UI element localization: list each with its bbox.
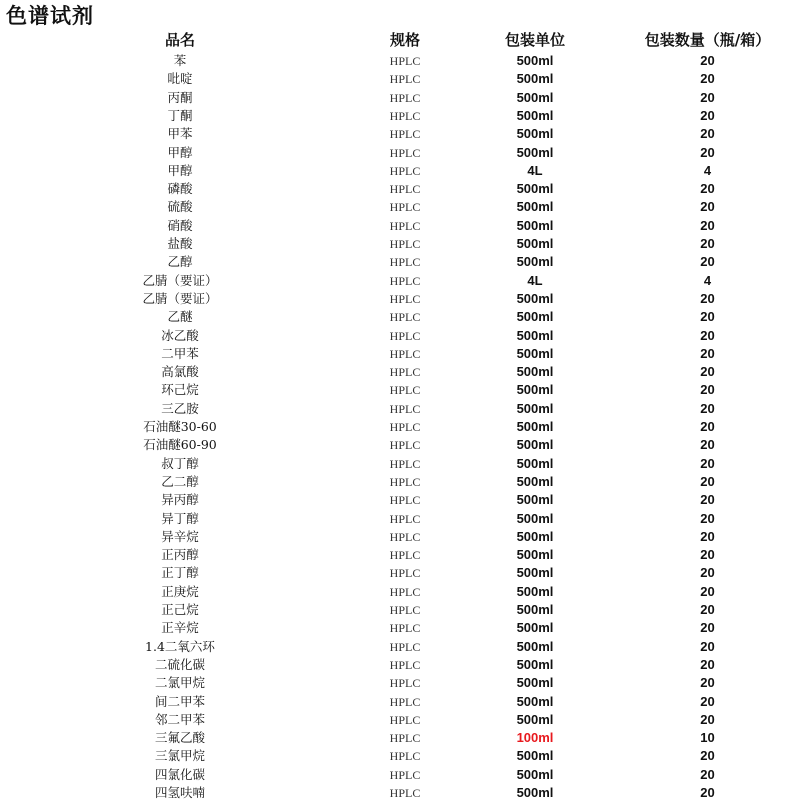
- table-row: [0, 144, 800, 162]
- package-quantity-cell: 20: [700, 89, 715, 105]
- product-name-cell: 乙醚: [167, 309, 193, 325]
- package-quantity-cell: 20: [700, 236, 715, 251]
- package-unit-cell: 500ml: [516, 620, 554, 636]
- table-row: [0, 290, 800, 308]
- table-row: [0, 180, 800, 198]
- spec-cell: HPLC: [389, 328, 421, 343]
- spec-cell: HPLC: [389, 163, 421, 178]
- table-row: [0, 217, 800, 235]
- spec-cell: HPLC: [389, 712, 421, 727]
- package-quantity-cell: 20: [700, 144, 715, 160]
- spec-cell: HPLC: [389, 255, 421, 270]
- package-quantity-cell: 20: [700, 528, 715, 544]
- package-quantity-cell: 20: [700, 675, 715, 691]
- product-name-cell: 硝酸: [167, 217, 193, 233]
- product-name-cell: 乙腈（要证）: [142, 290, 218, 306]
- table-row: [0, 436, 800, 454]
- product-name-cell: 硫酸: [167, 199, 193, 215]
- table-row: [0, 473, 800, 491]
- package-quantity-cell: 4: [703, 272, 712, 288]
- table-row: [0, 601, 800, 619]
- package-quantity-cell: 20: [700, 711, 715, 727]
- spec-cell: HPLC: [389, 218, 421, 233]
- spec-cell: HPLC: [389, 639, 421, 654]
- table-row: [0, 327, 800, 345]
- product-name-cell: 石油醚60-90: [143, 437, 217, 453]
- product-name-cell: 异辛烷: [161, 528, 199, 544]
- product-name-cell: 苯: [173, 53, 187, 68]
- table-row: [0, 363, 800, 381]
- product-name-cell: 正丁醇: [161, 565, 199, 581]
- table-row: [0, 693, 800, 711]
- table-row: [0, 400, 800, 418]
- package-unit-cell: 500ml: [516, 583, 554, 599]
- package-quantity-cell: 20: [700, 290, 715, 306]
- package-quantity-cell: 20: [700, 254, 715, 270]
- spec-cell: HPLC: [389, 529, 421, 544]
- package-unit-cell: 500ml: [516, 492, 554, 508]
- table-row: [0, 747, 800, 765]
- package-unit-cell: 500ml: [516, 656, 554, 672]
- product-name-cell: 正辛烷: [161, 620, 199, 636]
- package-unit-cell: 4L: [527, 272, 543, 288]
- spec-cell: HPLC: [389, 511, 421, 526]
- table-row: [0, 418, 800, 436]
- spec-cell: HPLC: [389, 438, 421, 453]
- product-name-cell: 甲醇: [167, 144, 193, 160]
- spec-cell: HPLC: [389, 127, 421, 142]
- package-unit-cell: 500ml: [516, 419, 554, 434]
- table-row: [0, 583, 800, 601]
- spec-cell: HPLC: [389, 474, 421, 489]
- package-quantity-cell: 4: [703, 162, 712, 178]
- package-quantity-cell: 20: [700, 547, 715, 563]
- product-name-cell: 正庚烷: [161, 583, 199, 599]
- package-quantity-cell: 20: [700, 785, 715, 800]
- package-unit-cell: 500ml: [516, 602, 554, 617]
- spec-cell: HPLC: [389, 108, 421, 123]
- package-quantity-cell: 20: [700, 71, 715, 87]
- package-unit-cell: 500ml: [516, 217, 554, 233]
- package-quantity-cell: 20: [700, 638, 715, 654]
- product-name-cell: 乙二醇: [161, 473, 199, 489]
- table-row: [0, 546, 800, 564]
- table-row: [0, 564, 800, 582]
- table-row: [0, 89, 800, 107]
- spec-cell: HPLC: [389, 731, 421, 746]
- spec-cell: HPLC: [389, 237, 421, 251]
- table-row: [0, 528, 800, 546]
- package-quantity-cell: 20: [700, 217, 715, 233]
- product-name-cell: 邻二甲苯: [154, 711, 205, 727]
- product-name-cell: 石油醚30-60: [143, 419, 217, 434]
- spec-cell: HPLC: [389, 346, 421, 361]
- table-row: [0, 766, 800, 784]
- package-unit-cell: 500ml: [516, 693, 554, 709]
- product-name-cell: 四氯化碳: [154, 766, 205, 782]
- table-row: [0, 674, 800, 692]
- package-unit-cell: 500ml: [516, 638, 554, 654]
- product-name-cell: 二硫化碳: [154, 656, 205, 672]
- product-name-cell: 二甲苯: [161, 345, 199, 361]
- table-row: [0, 381, 800, 399]
- package-quantity-cell: 20: [700, 400, 715, 416]
- table-row: [0, 308, 800, 326]
- package-unit-cell: 500ml: [516, 400, 554, 416]
- package-quantity-cell: 20: [700, 364, 715, 380]
- product-name-cell: 丙酮: [167, 89, 193, 105]
- spec-cell: HPLC: [389, 291, 421, 306]
- package-unit-cell: 500ml: [516, 382, 554, 398]
- package-quantity-cell: 20: [700, 327, 715, 343]
- package-quantity-cell: 20: [700, 492, 715, 508]
- column-header-name: 品名: [164, 31, 195, 49]
- product-name-cell: 三氯甲烷: [154, 748, 205, 764]
- package-quantity-cell: 20: [700, 766, 715, 782]
- package-unit-cell: 500ml: [516, 455, 554, 471]
- package-quantity-cell: 20: [700, 419, 715, 434]
- product-name-cell: 甲醇: [167, 162, 193, 178]
- package-quantity-cell: 20: [700, 181, 715, 197]
- package-unit-cell: 500ml: [516, 437, 554, 453]
- table-row: [0, 125, 800, 143]
- package-unit-cell: 500ml: [516, 565, 554, 581]
- package-quantity-cell: 20: [700, 126, 715, 142]
- product-name-cell: 盐酸: [167, 236, 193, 251]
- package-unit-cell: 500ml: [516, 199, 554, 215]
- package-unit-cell: 500ml: [516, 711, 554, 727]
- column-header-qty: 包装数量（瓶/箱）: [644, 31, 771, 49]
- table-row: [0, 619, 800, 637]
- package-unit-cell: 500ml: [516, 785, 554, 800]
- product-name-cell: 二氯甲烷: [154, 675, 205, 691]
- package-quantity-cell: 20: [700, 565, 715, 581]
- package-unit-cell: 500ml: [516, 473, 554, 489]
- package-quantity-cell: 20: [700, 437, 715, 453]
- package-quantity-cell: 20: [700, 620, 715, 636]
- product-name-cell: 高氯酸: [161, 364, 199, 380]
- package-unit-cell: 100ml: [516, 730, 554, 746]
- package-unit-cell: 500ml: [516, 181, 554, 197]
- product-name-cell: 甲苯: [167, 126, 193, 142]
- product-name-cell: 间二甲苯: [154, 693, 205, 709]
- package-unit-cell: 500ml: [516, 364, 554, 380]
- package-quantity-cell: 20: [700, 583, 715, 599]
- package-quantity-cell: 20: [700, 693, 715, 709]
- package-unit-cell: 500ml: [516, 290, 554, 306]
- product-name-cell: 吡啶: [167, 71, 193, 87]
- spec-cell: HPLC: [389, 584, 421, 599]
- product-name-cell: 三氟乙酸: [154, 730, 205, 746]
- package-unit-cell: 500ml: [516, 236, 554, 251]
- package-unit-cell: 500ml: [516, 254, 554, 270]
- product-name-cell: 三乙胺: [161, 400, 199, 416]
- spec-cell: HPLC: [389, 657, 421, 672]
- spec-cell: HPLC: [389, 603, 421, 617]
- spec-cell: HPLC: [389, 493, 421, 508]
- spec-cell: HPLC: [389, 310, 421, 325]
- package-unit-cell: 500ml: [516, 675, 554, 691]
- spec-cell: HPLC: [389, 401, 421, 416]
- package-unit-cell: 500ml: [516, 345, 554, 361]
- package-unit-cell: 500ml: [516, 766, 554, 782]
- spec-cell: HPLC: [389, 749, 421, 764]
- spec-cell: HPLC: [389, 145, 421, 160]
- package-unit-cell: 500ml: [516, 510, 554, 526]
- package-unit-cell: 500ml: [516, 126, 554, 142]
- spec-cell: HPLC: [389, 786, 421, 800]
- package-quantity-cell: 20: [700, 602, 715, 617]
- spec-cell: HPLC: [389, 383, 421, 398]
- table-row: [0, 491, 800, 509]
- table-row: [0, 784, 800, 802]
- spec-cell: HPLC: [389, 365, 421, 380]
- package-quantity-cell: 10: [700, 730, 715, 746]
- product-name-cell: 1.4二氧六环: [145, 638, 215, 654]
- table-row: [0, 638, 800, 656]
- column-header-unit: 包装单位: [504, 31, 565, 49]
- spec-cell: HPLC: [389, 200, 421, 215]
- table-row: [0, 107, 800, 125]
- spec-cell: HPLC: [389, 54, 421, 68]
- package-unit-cell: 500ml: [516, 309, 554, 325]
- spec-cell: HPLC: [389, 90, 421, 105]
- product-name-cell: 环己烷: [161, 382, 199, 398]
- spec-cell: HPLC: [389, 548, 421, 563]
- product-name-cell: 正己烷: [161, 602, 199, 617]
- package-quantity-cell: 20: [700, 455, 715, 471]
- spec-cell: HPLC: [389, 456, 421, 471]
- package-quantity-cell: 20: [700, 345, 715, 361]
- table-row: [0, 455, 800, 473]
- spec-cell: HPLC: [389, 420, 421, 434]
- table-row: [0, 235, 800, 253]
- table-row: [0, 729, 800, 747]
- table-row: [0, 198, 800, 216]
- product-name-cell: 冰乙酸: [161, 327, 199, 343]
- spec-cell: HPLC: [389, 72, 421, 87]
- table-row: [0, 162, 800, 180]
- table-row: [0, 52, 800, 70]
- package-quantity-cell: 20: [700, 656, 715, 672]
- spec-cell: HPLC: [389, 676, 421, 691]
- package-quantity-cell: 20: [700, 309, 715, 325]
- table-row: [0, 510, 800, 528]
- package-quantity-cell: 20: [700, 199, 715, 215]
- product-name-cell: 四氢呋喃: [154, 785, 205, 800]
- package-quantity-cell: 20: [700, 107, 715, 123]
- table-row: [0, 345, 800, 363]
- column-header-spec: 规格: [389, 31, 420, 49]
- package-unit-cell: 4L: [527, 162, 543, 178]
- package-quantity-cell: 20: [700, 473, 715, 489]
- package-unit-cell: 500ml: [516, 107, 554, 123]
- product-name-cell: 乙腈（要证）: [142, 272, 218, 288]
- table-row: [0, 272, 800, 290]
- package-unit-cell: 500ml: [516, 89, 554, 105]
- table-row: [0, 253, 800, 271]
- spec-cell: HPLC: [389, 694, 421, 709]
- spec-cell: HPLC: [389, 621, 421, 636]
- package-quantity-cell: 20: [700, 510, 715, 526]
- table-row: [0, 656, 800, 674]
- table-header: [0, 28, 800, 52]
- page-title: 色谱试剂: [6, 4, 94, 28]
- product-name-cell: 磷酸: [167, 181, 193, 197]
- table-row: [0, 711, 800, 729]
- spec-cell: HPLC: [389, 767, 421, 782]
- spec-cell: HPLC: [389, 566, 421, 581]
- package-unit-cell: 500ml: [516, 748, 554, 764]
- package-quantity-cell: 20: [700, 53, 715, 68]
- product-name-cell: 正丙醇: [161, 547, 199, 563]
- package-unit-cell: 500ml: [516, 327, 554, 343]
- package-quantity-cell: 20: [700, 748, 715, 764]
- product-name-cell: 乙醇: [167, 254, 193, 270]
- spec-cell: HPLC: [389, 182, 421, 197]
- package-unit-cell: 500ml: [516, 71, 554, 87]
- package-unit-cell: 500ml: [516, 144, 554, 160]
- table-row: [0, 70, 800, 88]
- product-name-cell: 丁酮: [167, 107, 193, 123]
- package-unit-cell: 500ml: [516, 547, 554, 563]
- spec-cell: HPLC: [389, 273, 421, 288]
- package-quantity-cell: 20: [700, 382, 715, 398]
- product-name-cell: 叔丁醇: [161, 455, 199, 471]
- package-unit-cell: 500ml: [516, 53, 554, 68]
- product-name-cell: 异丙醇: [161, 492, 199, 508]
- product-name-cell: 异丁醇: [161, 510, 199, 526]
- package-unit-cell: 500ml: [516, 528, 554, 544]
